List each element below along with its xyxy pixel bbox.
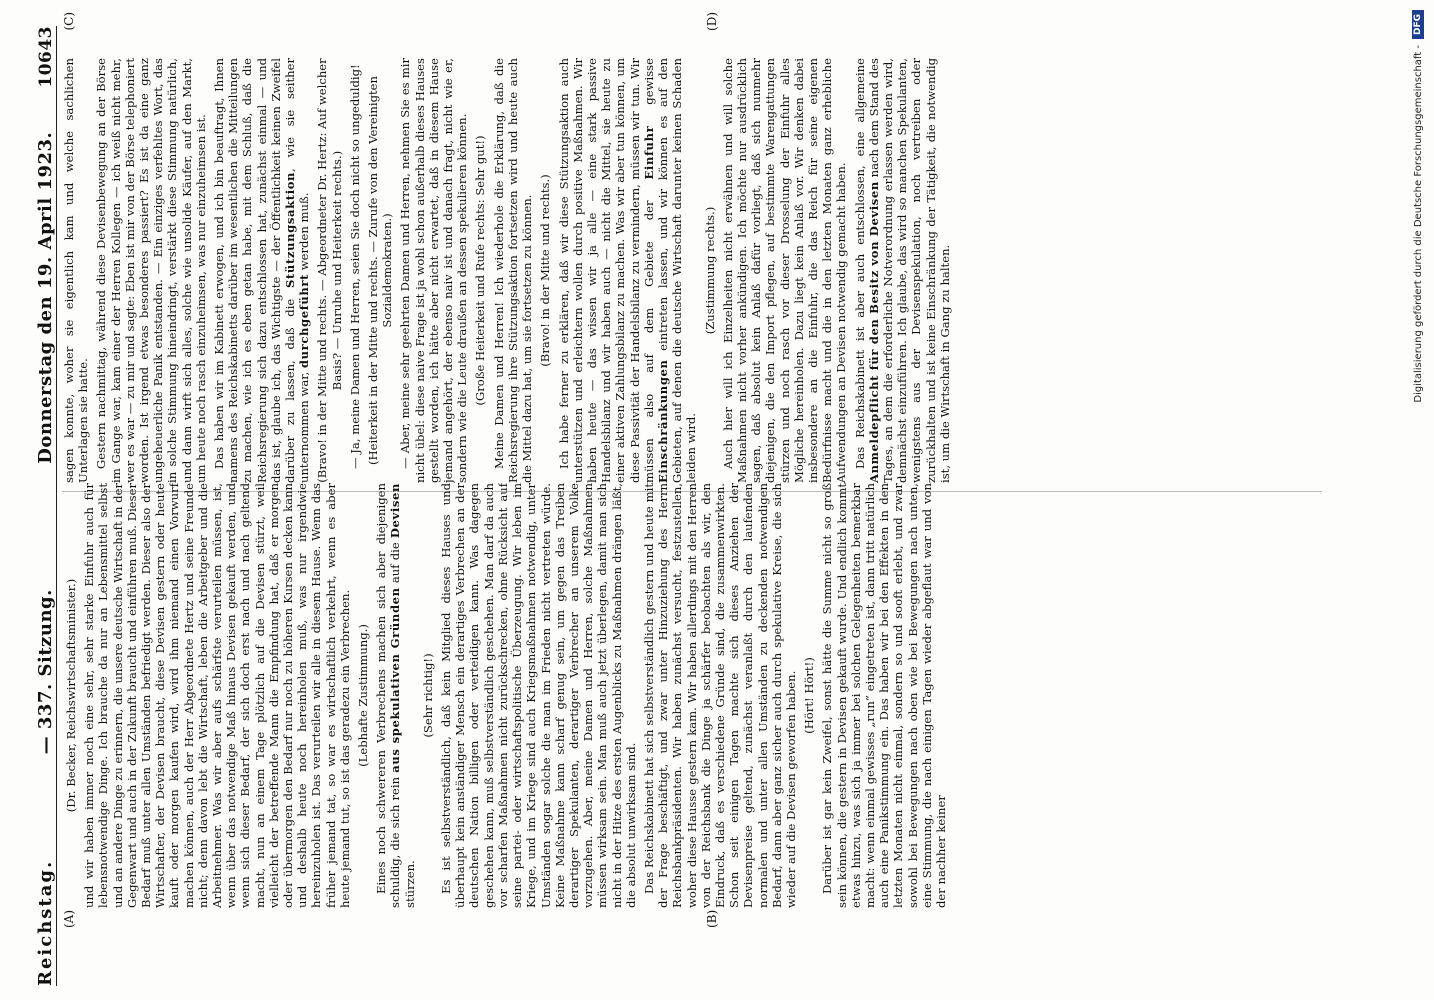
page-number: 10643 (36, 25, 56, 88)
page-header (30, 26, 57, 986)
margin-marker-c: (C) (62, 12, 76, 31)
paragraph: Es ist selbstverständlich, daß kein Mitglied dieses Hauses und überhaupt kein anständiger Mensch ein derartiges Verbrechen an der deutschen Nation billigen oder verteidigen kann. Was dagegen geschehen kann, muß selbstverständlich geschehen. Man darf da auch vor scharfen Maßnahmen nicht zurückschrecken, ohne Rücksicht auf seine partei- oder wirtschaftspolitische Überzeugung. Wir leben im Kriege, und im Kriege sind auch Kriegsmaßnahmen notwendig, unter Umständen sogar solche die man im Frieden nicht vertreten würde. Keine Maßnahme kann scharf genug sein, um gegen das Treiben derartiger Spekulanten, derartiger Verbrecher an unserem Volke vorzugehen. Aber, meine Damen und Herren, solche Maßnahmen müssen wirksam sein. Man muß auch jetzt überlegen, damit man sich nicht in der Hitze des ersten Augenblicks zu Maßnahmen drängen läßt, die absolut unwirksam sind. (439, 483, 638, 908)
paragraph: Das Reichskabinett ist aber auch entschlossen, eine allgemeine Anmeldepflicht für den Besitz von Devisen nach dem Stand des Tages, an dem die erforderliche Notverordnung erlassen werden wird, demnächst einzuführen. Ich glaube, das wird so manchen Spekulanten, wenigstens aus der Devisenspekulation, noch vertreiben oder zurückhalten und ist keine Einschränkung der Tätigkeit, die notwendig ist, um die Wirtschaft in Gang zu halten. (852, 58, 952, 483)
paragraph: Das Reichskabinett hat sich selbstverständlich gestern und heute mit der Frage beschäftigt, und zwar unter Hinzuziehung des Herrn Reichsbankpräsidenten. Wir haben zunächst versucht, festzustellen, woher diese Hausse gestern kam. Wir haben allerdings mit den Herren von der Reichsbank die Dinge ja schärfer beobachten als wir, den Eindruck, daß es verschiedene Gründe sind, die zusammenwirkten. Schon seit einigen Tagen machte sich dieses Anziehen der Devisenpreise geltend, zunächst veranlaßt durch den laufenden normalen und unter allen Umständen zu deckenden notwendigen Bedarf, dann aber ganz sicher auch durch spekulative Kreise, die sich wieder auf die Devisen geworfen haben. (641, 483, 798, 908)
interjection: (Hört! Hört!) (802, 657, 817, 734)
right-column (62, 58, 1322, 483)
emphasis: Einfuhr (641, 125, 656, 180)
header-session: — 337. Sitzung. (35, 589, 56, 755)
paragraph: Meine Damen und Herren! Ich wiederhole die Erklärung, daß die Reichsregierung ihre Stützungsaktion fortsetzen wird und heute auch die Mittel dazu hat, um sie fortsetzen zu können. (491, 58, 535, 483)
paragraph: Das haben wir im Kabinett erwogen, und ich bin beauftragt, Ihnen namens des Reichskabinetts darüber im wesentlichen die Mitteilungen zu machen, wie ich es eben getan habe, mit dem Schluß, daß die Reichsregierung sich dazu entschlossen hat, zunächst einmal — und das ist, glaube ich, das Wichtigste — der Öffentlichkeit keinen Zweifel darüber zu lassen, daß die Stützungsaktion, wie sie seither unternommen war, durchgeführt werden muß. (212, 58, 312, 483)
emphasis: Devisen (388, 483, 403, 539)
interjection: (Heiterkeit in der Mitte und rechts. — Zurufe von den Vereinigten Sozialdemokraten.) (366, 75, 395, 466)
interjection: (Bravo! in der Mitte und rechts. — Abgeordneter Dr. Hertz: Auf welcher Basis? — Unruhe und Heiterkeit rechts.) (315, 58, 344, 483)
paragraph: und wir haben immer noch eine sehr, sehr starke Einfuhr auch für lebensnotwendige Dinge. Ich brauche da nur an Lebensmittel selbst und an andere Dinge zu erinnern, die unsere deutsche Wirtschaft in der Gegenwart und auch in der Zukunft braucht und einführen muß. Dieser Bedarf muß unter allen Umständen befriedigt werden. Dieser also der Wirtschafter, der Devisen braucht, diese Devisen gestern oder heute kauft oder morgen kaufen wird, wird ihm niemand einen Vorwurf machen können, auch der Herr Abgeordnete Hertz und seine Freunde nicht; denn davon lebt die Wirtschaft, leben die Arbeitgeber und die Arbeitnehmer. Was wir aber aufs schärfste verurteilen müssen, ist, wenn über das notwendige Maß hinaus Devisen gekauft werden, und wenn sich dieser Bedarf, der sich doch erst nach und nach geltend macht, nun an einem Tage plötzlich auf die Devisen stürzt, weil vielleicht der betreffende Mann die Empfindung hat, daß er morgen oder übermorgen den Bedarf nur noch zu höheren Kursen decken kann und deshalb heute noch hereinholen muß, was nur irgendwie hereinzuholen ist. Das verurteilen wir alle in diesem Hause. Wenn das früher jemand tat, so war es wirtschaftlich verkehrt, wenn es aber heute jemand tut, so ist das geradezu ein Verbrechen. (82, 483, 352, 908)
margin-marker-d: (D) (705, 12, 719, 31)
paragraph: Auch hier will ich Einzelheiten nicht erwähnen und will solche Maßnahmen nicht vorher ankündigen. Ich möchte nur ausdrücklich sagen, daß absolut kein Anlaß dafür vorliegt, daß sich nunmehr diejenigen, die den Import pflegen, auf bestimmte Warengattungen stürzen und noch rasch vor dieser Drosselung der Einfuhr alles Mögliche hereinholen. Dazu liegt kein Anlaß vor. Wir denken dabei insbesondere an die Einfuhr, die das Reich für seine eigenen Bedürfnisse macht und die in den letzten Monaten ganz erhebliche Aufwendungen an Devisen notwendig gemacht haben. (720, 58, 849, 483)
emphasis: durchgeführt (297, 273, 312, 369)
left-column (62, 483, 1322, 908)
interjection: (Sehr richtig!) (420, 653, 435, 738)
dfg-logo: DFG (1412, 10, 1424, 39)
paragraph: Darüber ist gar kein Zweifel, sonst hätte die Summe nicht so groß sein können, die gestern in Devisen gekauft wurde. Und endlich kommt etwas hinzu, was sich ja immer bei solchen Gelegenheiten bemerkbar macht: wenn einmal gewisses „run“ eingetreten ist, dann tritt natürlich auch eine Panikstimmung ein. Das haben wir bei den Effekten in den letzten Monaten nicht einmal, sondern so und sooft erlebt, und zwar sowohl bei Bewegungen nach oben wie bei Bewegungen nach unten, eine Stimmung, die nach einigen Tagen wieder abgeflaut war und von der nachher keiner (820, 483, 948, 908)
speaker-line: (Dr. Becker, Reichswirtschaftsminister.) (64, 578, 78, 813)
interjection: (Zustimmung rechts.) (702, 206, 717, 335)
paragraph: Eines noch schwereren Verbrechens machen sich aber diejenigen schuldig, die sich rein aus spekulativen Gründen auf die Devisen stürzen. (374, 483, 417, 908)
margin-marker-a: (A) (62, 909, 76, 928)
header-date: Donnerstag den 19. April 1923. (35, 131, 56, 464)
paragraph: sagen konnte, woher sie eigentlich kam und welche sachlichen Unterlagen sie hatte. (62, 58, 91, 483)
margin-marker-b: (B) (705, 909, 719, 928)
emphasis: aus spekulativen Gründen (388, 587, 403, 773)
interjection: (Lebhafte Zustimmung.) (356, 624, 371, 767)
emphasis: Einschränkungen (655, 359, 670, 483)
paragraph: — Ja, meine Damen und Herren, seien Sie doch nicht so ungeduldig! (347, 64, 362, 469)
emphasis: Anmeldepflicht für den Besitz von Devisen (866, 181, 881, 483)
paragraph: — Aber, meine sehr geehrten Damen und Herren, nehmen Sie es mir nicht übel: diese naive Frage ist ja wohl schon außerhalb dieses Hauses gestellt worden, ich hätte aber nicht erwartet, daß in diesem Hause jemand angehört, der ebenso naiv ist und danach fragt, nicht wie er, sondern wie die Leute draußen an dessen spekulieren können. (398, 58, 470, 483)
paragraph: Ich habe ferner zu erklären, daß wir diese Stützungsaktion auch unterstützen und erleichtern wollen durch positive Maßnahmen. Wir haben heute — das wissen wir ja alle — eine stark passive Handelsbilanz und wir haben auch — nicht die Mittel, sie heute zu einer aktiven Zahlungsbilanz zu machen. Was wir aber tun können, um diese Passivität der Handelsbilanz zu vermindern, müssen wir tun. Wir müssen also auf dem Gebiete der Einfuhr gewisse Einschränkungen eintreten lassen, und wir können es auf den Gebieten, auf denen die deutsche Wirtschaft darunter keinen Schaden leiden wird. (556, 58, 699, 483)
interjection: (Große Heiterkeit und Rufe rechts: Sehr gut!) (473, 135, 488, 406)
emphasis: Stützungsaktion (283, 171, 298, 288)
paragraph: Gestern nachmittag, während diese Devisenbewegung an der Börse im Gange war, kam einer der Herren Kollegen — ich weiß nicht mehr, wer es war — zu mir und sagte: Eben ist mir von der Börse telephoniert worden. Ist irgend etwas besonderes passiert? Es ist da eine ganz ungeheuerliche Panik entstanden. — Ein einziges verfehltes Wort, das in solche Stimmung hineindringt, verstärkt diese Stimmung natürlich, und dann wirft sich alles, solche wie unsolide Käufer, auf den Markt, um heute noch rasch einzuheimsen, was nur einzuheimsen ist. (94, 58, 208, 483)
header-title: Reichstag. (35, 859, 56, 986)
credit-text: Digitalisierung gefördert durch die Deutsche Forschungsgemeinschaft - (1412, 45, 1424, 403)
interjection: (Bravo! in der Mitte und rechts.) (538, 174, 553, 367)
digitization-credit (1405, 10, 1431, 990)
